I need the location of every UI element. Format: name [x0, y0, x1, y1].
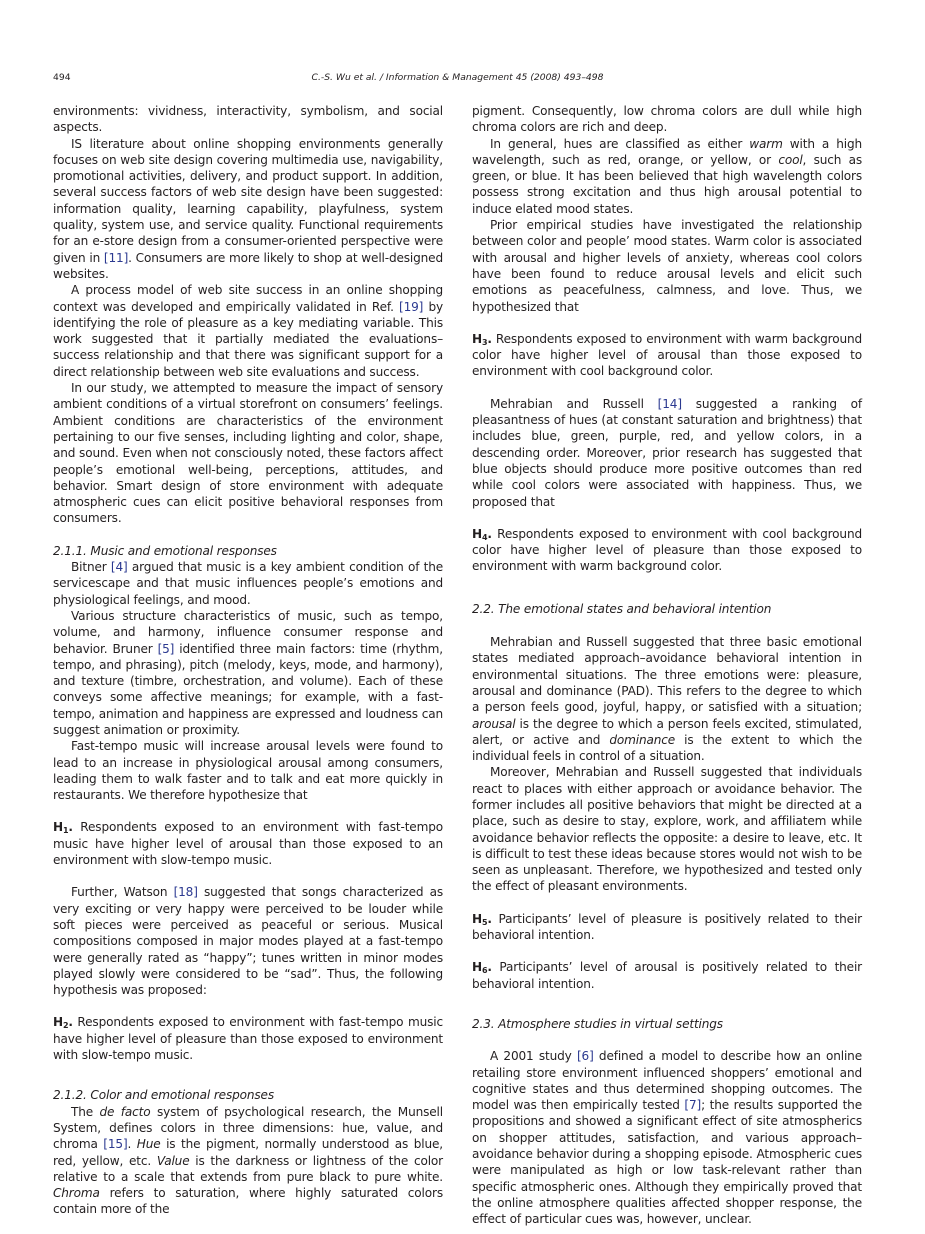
italic-term: Hue [136, 1137, 161, 1152]
citation-link[interactable]: [11] [103, 250, 129, 265]
paragraph: The de facto system of psychological research, the Munsell System, defines colors in three dimensions: hue, value, and chroma [15]. Hue is the pigment, normally understood as blue, red, yellow, etc. Value is the darkness or lightness of the color relative to a scale that extends from pure black to pure white. Chroma refers to saturation, where highly saturated colors contain more of the [53, 1104, 444, 1217]
hypothesis-label: $H_1$. [53, 820, 73, 836]
section-heading-2-1-2: 2.1.2. Color and emotional responses [53, 1088, 274, 1103]
hypothesis-label: $H_5$. [472, 911, 492, 927]
section-heading-2-1-1: 2.1.1. Music and emotional responses [53, 543, 277, 558]
italic-term: Chroma [53, 1186, 100, 1201]
citation-link[interactable]: [19] [399, 299, 424, 314]
paragraph: Prior empirical studies have investigated the relationship between color and people’ mood states. Warm color is associated with arousal and higher levels of anxiety, whereas cool colors have been found to reduce arousal levels and elicit such emotions as peacefulness, calmness, and love. Thus, we hypothesized that [472, 218, 862, 314]
citation-link[interactable]: [18] [173, 885, 198, 900]
hypothesis-label: $H_3$. [472, 331, 492, 347]
section-heading-2-3: 2.3. Atmosphere studies in virtual settings [472, 1016, 723, 1031]
paragraph: environments: vividness, interactivity, symbolism, and social aspects. [53, 104, 443, 135]
paragraph: In our study, we attempted to measure the impact of sensory ambient conditions of a virtual storefront on consumers’ feelings. Ambient conditions are characteristics of the environment pertaining to our five senses, including lighting and color, shape, and sound. Even when not consciously noted, these factors affect people’s emotional well-being, perceptions, attitudes, and behavior. Smart design of store environment with adequate atmospheric cues can elicit positive behavioral responses from consumers. [53, 381, 443, 526]
italic-term: Value [156, 1153, 190, 1168]
citation-link[interactable]: [15] [103, 1137, 128, 1152]
hypothesis-h3: $H_3$. Respondents exposed to environment with warm background color have higher level of arousal than those exposed to environment with cool background color. [472, 331, 862, 379]
hypothesis-label: $H_2$. [53, 1015, 73, 1031]
paragraph: Various structure characteristics of music, such as tempo, volume, and harmony, influence consumer response and behavior. Bruner [5] identified three main factors: time (rhythm, tempo, and phrasing), pitch (melody, keys, mode, and harmony), and texture (timbre, orchestration, and volume). Each of these conveys some affective meanings; for example, with a fast-tempo, animation and happiness are expressed and loudness can suggest animation or proximity. [53, 608, 443, 737]
citation-link[interactable]: [4] [110, 560, 128, 575]
paragraph: A process model of web site success in an online shopping context was developed and empirically validated in Ref. [19] by identifying the role of pleasure as a key mediating variable. This work suggested that it partially mediated the evaluations–success relationship and that there was significant support for a direct relationship between web site evaluations and success. [53, 283, 443, 379]
paragraph: Mehrabian and Russell [14] suggested a ranking of pleasantness of hues (at constant saturation and brightness) that includes blue, green, purple, red, and yellow colors, in a descending order. Moreover, prior research has suggested that blue objects should produce more positive outcomes than red while cool colors were associated with happiness. Thus, we proposed that [472, 396, 863, 509]
right-column [472, 103, 862, 1228]
paragraph: Bitner [4] argued that music is a key ambient condition of the servicescape and that music influences people’s emotions and physiological feelings, and mood. [53, 560, 443, 607]
hypothesis-label: $H_4$. [472, 526, 492, 542]
italic-term: cool [778, 152, 803, 167]
paragraph: A 2001 study [6] defined a model to describe how an online retailing store environment influenced shoppers’ emotional and cognitive states and thus determined shopping outcomes. The model was then empirically tested [7]; the results supported the propositions and showed a significant effect of site atmospherics on shopper attitudes, satisfaction, and various approach–avoidance behavior during a shopping episode. Atmospheric cues were manipulated as high or low task-relevant rather than specific atmospheric ones. Although they empirically proved that the online atmosphere qualities affected shopper response, the effect of particular cues was, however, unclear. [472, 1049, 862, 1227]
hypothesis-h4: $H_4$. Respondents exposed to environment with cool background color have higher level of pleasure than those exposed to environment with warm background color. [472, 526, 862, 574]
paragraph: pigment. Consequently, low chroma colors are dull while high chroma colors are rich and deep. [472, 104, 862, 135]
italic-term: de facto [99, 1104, 151, 1119]
hypothesis-h5: $H_5$. Participants’ level of pleasure is positively related to their behavioral intention. [472, 911, 862, 943]
journal-reference: C.-S. Wu et al. / Information & Management 45 (2008) 493–498 [311, 72, 604, 83]
paragraph: Moreover, Mehrabian and Russell suggested that individuals react to places with either approach or avoidance behavior. The former includes all positive behaviors that might be directed at a place, such as desire to stay, explore, work, and affiliatem while avoidance behavior reflects the opposite: a desire to leave, etc. It is difficult to test these ideas because stores would not wish to be seen as unpleasant. Therefore, we hypothesized and tested only the effect of pleasant environments. [472, 765, 862, 894]
running-head [53, 72, 862, 86]
paragraph: Fast-tempo music will increase arousal levels were found to lead to an increase in physiological arousal among consumers, leading them to walk faster and to talk and eat more quickly in restaurants. We therefore hypothesize that [53, 739, 443, 803]
italic-term: arousal [472, 716, 516, 731]
paragraph: In general, hues are classified as either warm with a high wavelength, such as red, orange, or yellow, or cool, such as green, or blue. It has been believed that high wavelength colors possess strong excitation and thus high arousal potential to induce elated mood states. [472, 136, 863, 216]
hypothesis-h1: $H_1$. Respondents exposed to an environment with fast-tempo music have higher level of arousal than those exposed to an environment with slow-tempo music. [53, 820, 443, 868]
section-heading-2-2: 2.2. The emotional states and behavioral intention [472, 601, 772, 616]
citation-link[interactable]: [7] [684, 1098, 702, 1113]
hypothesis-h2: $H_2$. Respondents exposed to environment with fast-tempo music have higher level of pleasure than those exposed to environment with slow-tempo music. [53, 1015, 443, 1063]
hypothesis-label: $H_6$. [472, 960, 492, 976]
page-number: 494 [53, 72, 71, 83]
italic-term: dominance [609, 732, 676, 747]
citation-link[interactable]: [6] [576, 1049, 594, 1064]
hypothesis-h6: $H_6$. Participants’ level of arousal is positively related to their behavioral intention. [472, 960, 862, 991]
paragraph: Further, Watson [18] suggested that songs characterized as very exciting or very happy were perceived to be louder while soft pieces were perceived as peaceful or serious. Musical compositions composed in major modes played at a fast-tempo were generally rated as “happy”; tunes written in minor modes played slowly were considered to be “sad”. Thus, the following hypothesis was proposed: [53, 885, 443, 998]
paragraph: Mehrabian and Russell suggested that three basic emotional states mediated approach–avoidance behavioral intention in environmental situations. The three emotions were: pleasure, arousal and dominance (PAD). This refers to the degree to which a person feels good, joyful, happy, or satisfied with a situation; arousal is the degree to which a person feels excited, stimulated, alert, or active and dominance is the extent to which the individual feels in control of a situation. [472, 635, 862, 764]
citation-link[interactable]: [5] [157, 641, 175, 656]
paragraph: IS literature about online shopping environments generally focuses on web site design covering multimedia use, navigability, promotional activities, delivery, and product support. In addition, several success factors of web site design have been suggested: information quality, learning capability, playfulness, system quality, system use, and service quality. Functional requirements for an e-store design from a consumer-oriented perspective were given in [11]. Consumers are more likely to shop at well-designed websites. [53, 136, 443, 281]
left-column [53, 103, 443, 1218]
citation-link[interactable]: [14] [657, 396, 682, 411]
italic-term: warm [749, 136, 783, 151]
